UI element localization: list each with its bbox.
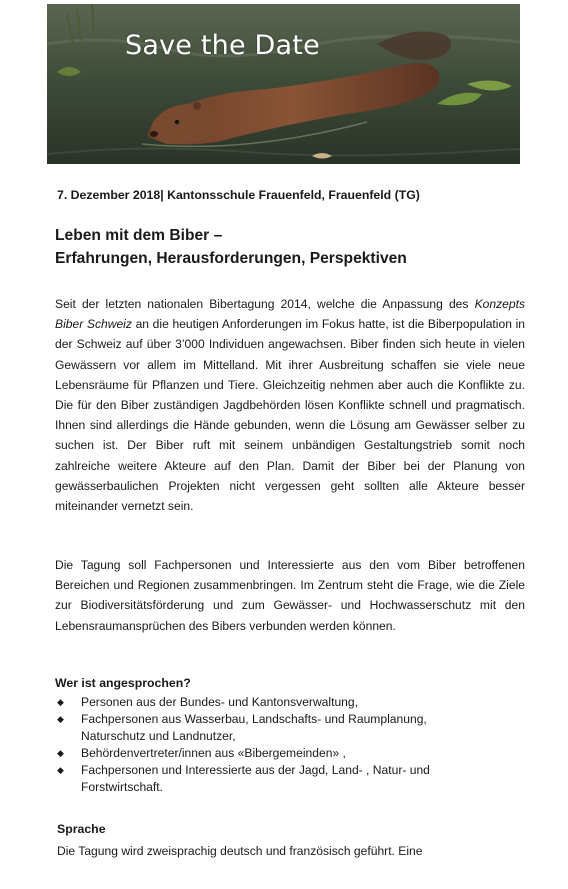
intro-paragraph-1: [55, 294, 525, 516]
audience-item-line: Fachpersonen und Interessierte aus der Jagd, Land- , Natur- und: [81, 763, 430, 777]
intro-p1-start: Seit der letzten nationalen Bibertagung 2014, welche die Anpassung des: [55, 297, 475, 311]
audience-item-line: Fachpersonen aus Wasserbau, Landschafts- und Raumplanung,: [81, 712, 427, 726]
event-title-line-1: Leben mit dem Biber –: [55, 227, 223, 244]
diamond-bullet-icon: ◆: [57, 697, 64, 707]
audience-item-line: Forstwirtschaft.: [81, 780, 163, 794]
audience-item: [55, 694, 430, 711]
audience-item-line: Behördenvertreter/innen aus «Bibergemeinden» ,: [81, 746, 346, 760]
beaver-photo-illustration: [47, 4, 520, 164]
audience-list: [55, 694, 430, 796]
audience-item: [55, 745, 430, 762]
audience-item: [55, 762, 430, 796]
intro-paragraph-2: Die Tagung soll Fachpersonen und Interessierte aus den vom Biber betroffenen Bereichen und Regionen zusammenbringen. Im Zentrum steht die Frage, wie die Ziele zur Biodiversitätsförderung und zum Gewässer- und Hochwasserschutz mit den Lebensraumansprüchen des Bibers verbunden werden können.: [55, 558, 525, 633]
audience-item: [55, 711, 430, 745]
banner-title: Save the Date: [125, 30, 320, 61]
event-title-line-2: Erfahrungen, Herausforderungen, Perspektiven: [55, 249, 407, 267]
diamond-bullet-icon: ◆: [57, 765, 64, 775]
audience-item-line: Personen aus der Bundes- und Kantonsverwaltung,: [81, 695, 358, 709]
event-title: [55, 225, 407, 270]
audience-item-line: Naturschutz und Landnutzer,: [81, 729, 236, 743]
diamond-bullet-icon: ◆: [57, 748, 64, 758]
intro-p1-rest: an die heutigen Anforderungen im Fokus hatte, ist die Biberpopulation in der Schweiz auf über 3’000 Individuen angewachsen. Biber finden sich heute in vielen Gewässern vor allem im Mittelland. Mit ihrer Ausbreitung schaffen sie viele neue Lebensräume für Pflanzen und Tiere. Gleichzeitig nehmen aber auch die Konflikte zu. Die für den Biber zuständigen Jagdbehörden lösen Konflikte schnell und pragmatisch. Ihnen sind allerdings die Hände gebunden, wenn die Lösung am Gewässer selber zu suchen ist. Der Biber ruft mit seinem unbändigen Gestaltungstrieb somit noch zahlreiche weitere Akteure auf den Plan. Damit der Biber bei der Planung von gewässerbaulichen Projekten nicht vergessen geht sollten alle Akteure besser miteinander vernetzt sein.: [55, 317, 525, 514]
language-text: Die Tagung wird zweisprachig deutsch und französisch geführt. Eine: [57, 844, 423, 858]
banner-image: [47, 4, 520, 164]
audience-heading: Wer ist angesprochen?: [55, 676, 191, 690]
intro-p1-emphasis: Konzepts Biber Schweiz: [55, 297, 525, 332]
event-dateline: 7. Dezember 2018| Kantonsschule Frauenfeld, Frauenfeld (TG): [57, 188, 420, 202]
diamond-bullet-icon: ◆: [57, 714, 64, 724]
language-heading: Sprache: [57, 822, 106, 836]
